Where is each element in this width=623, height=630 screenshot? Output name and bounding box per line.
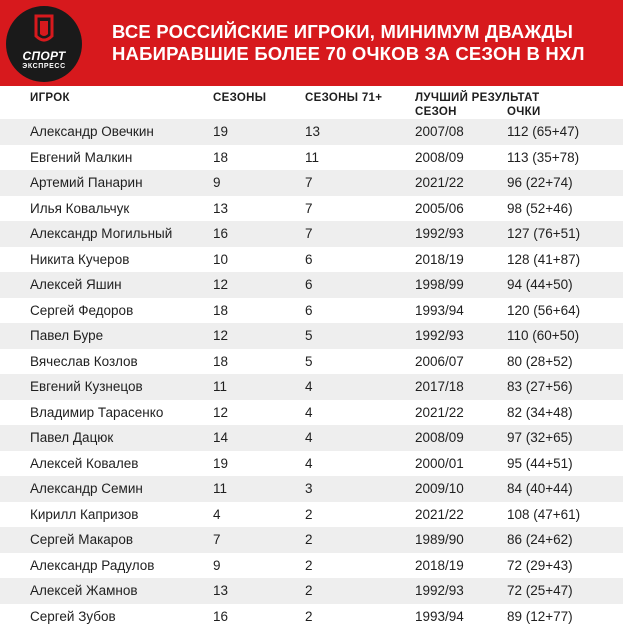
table-row <box>0 170 623 196</box>
best-season: 1989/90 <box>415 532 464 547</box>
best-season: 2006/07 <box>415 353 464 369</box>
seasons71-count: 13 <box>305 124 321 139</box>
best-season: 2018/19 <box>415 251 464 267</box>
table-row <box>0 145 623 171</box>
best-points: 72 (25+47) <box>507 583 573 598</box>
seasons-count: 10 <box>213 251 229 267</box>
title-line1: ВСЕ РОССИЙСКИЕ ИГРОКИ, МИНИМУМ ДВАЖДЫ <box>112 21 574 42</box>
best-season: 2009/10 <box>415 481 464 496</box>
table-row <box>0 221 623 247</box>
title-line2: НАБИРАВШИЕ БОЛЕЕ 70 ОЧКОВ ЗА СЕЗОН В НХЛ <box>112 43 585 64</box>
player-name: Сергей Федоров <box>30 302 134 318</box>
seasons71-count: 7 <box>305 200 313 216</box>
player-name: Евгений Малкин <box>30 149 133 165</box>
column-header-best: ЛУЧШИЙ РЕЗУЛЬТАТ <box>415 92 540 104</box>
table-row <box>0 578 623 604</box>
seasons-count: 12 <box>213 328 229 343</box>
best-points: 94 (44+50) <box>507 277 573 292</box>
table-row <box>0 196 623 222</box>
seasons71-count: 5 <box>305 328 313 343</box>
seasons-count: 12 <box>213 277 229 292</box>
seasons71-count: 3 <box>305 481 313 496</box>
seasons-count: 13 <box>213 583 229 598</box>
seasons71-count: 6 <box>305 251 313 267</box>
seasons71-count: 2 <box>305 506 313 522</box>
player-name: Артемий Панарин <box>30 175 143 190</box>
seasons71-count: 7 <box>305 175 313 190</box>
seasons-count: 16 <box>213 608 229 624</box>
table-row <box>0 400 623 426</box>
best-points: 86 (24+62) <box>507 532 573 547</box>
table-row <box>0 451 623 477</box>
player-name: Александр Овечкин <box>30 124 154 139</box>
best-season: 2000/01 <box>415 455 464 471</box>
player-name: Алексей Ковалев <box>30 455 139 471</box>
best-season: 1992/93 <box>415 583 464 598</box>
seasons-count: 7 <box>213 532 221 547</box>
table-row <box>0 247 623 273</box>
seasons71-count: 7 <box>305 226 313 241</box>
best-points: 112 (65+47) <box>507 124 580 139</box>
shield-icon <box>6 6 82 82</box>
players-table <box>0 119 623 629</box>
logo-line1: СПОРТ <box>22 49 66 63</box>
column-header-best-season: СЕЗОН <box>415 106 457 118</box>
player-name: Вячеслав Козлов <box>30 353 138 369</box>
table-row <box>0 527 623 553</box>
best-points: 80 (28+52) <box>507 353 573 369</box>
seasons71-count: 2 <box>305 583 313 598</box>
best-season: 2021/22 <box>415 175 464 190</box>
sport-express-logo <box>6 6 82 82</box>
column-header-seasons71: СЕЗОНЫ 71+ <box>305 92 383 104</box>
player-name: Кирилл Капризов <box>30 506 139 522</box>
seasons-count: 16 <box>213 226 229 241</box>
player-name: Никита Кучеров <box>30 251 130 267</box>
page-title <box>112 21 612 65</box>
best-season: 2021/22 <box>415 404 464 420</box>
best-points: 82 (34+48) <box>507 404 573 420</box>
table-row <box>0 349 623 375</box>
seasons71-count: 4 <box>305 455 313 471</box>
logo-line2: ЭКСПРЕСС <box>22 63 66 70</box>
seasons-count: 18 <box>213 302 229 318</box>
table-row <box>0 425 623 451</box>
best-points: 108 (47+61) <box>507 506 581 522</box>
best-season: 2008/09 <box>415 430 464 445</box>
player-name: Александр Радулов <box>30 557 155 573</box>
player-name: Сергей Зубов <box>30 608 116 624</box>
seasons-count: 19 <box>213 455 229 471</box>
table-row <box>0 553 623 579</box>
player-name: Алексей Яшин <box>30 277 122 292</box>
seasons-count: 9 <box>213 557 221 573</box>
seasons-count: 9 <box>213 175 221 190</box>
seasons71-count: 4 <box>305 379 313 394</box>
best-points: 120 (56+64) <box>507 302 581 318</box>
table-row <box>0 272 623 298</box>
best-season: 2005/06 <box>415 200 464 216</box>
best-points: 127 (76+51) <box>507 226 581 241</box>
best-points: 83 (27+56) <box>507 379 573 394</box>
best-points: 98 (52+46) <box>507 200 573 216</box>
seasons-count: 18 <box>213 353 229 369</box>
seasons-count: 11 <box>213 379 228 394</box>
seasons71-count: 2 <box>305 532 313 547</box>
player-name: Александр Семин <box>30 481 143 496</box>
seasons71-count: 6 <box>305 277 313 292</box>
best-season: 2021/22 <box>415 506 464 522</box>
player-name: Александр Могильный <box>30 226 173 241</box>
best-points: 84 (40+44) <box>507 481 573 496</box>
best-points: 96 (22+74) <box>507 175 573 190</box>
seasons-count: 19 <box>213 124 229 139</box>
player-name: Павел Буре <box>30 328 104 343</box>
best-season: 1992/93 <box>415 328 464 343</box>
best-points: 95 (44+51) <box>507 455 573 471</box>
column-header-best-points: ОЧКИ <box>507 106 541 118</box>
seasons-count: 13 <box>213 200 229 216</box>
table-row <box>0 323 623 349</box>
best-points: 97 (32+65) <box>507 430 573 445</box>
player-name: Евгений Кузнецов <box>30 379 143 394</box>
table-row <box>0 374 623 400</box>
player-name: Алексей Жамнов <box>30 583 138 598</box>
best-season: 1998/99 <box>415 277 464 292</box>
seasons71-count: 11 <box>305 149 320 165</box>
table-row <box>0 604 623 630</box>
best-season: 2018/19 <box>415 557 464 573</box>
best-points: 128 (41+87) <box>507 251 581 267</box>
seasons71-count: 2 <box>305 608 313 624</box>
best-season: 2017/18 <box>415 379 464 394</box>
best-points: 89 (12+77) <box>507 608 573 624</box>
best-points: 110 (60+50) <box>507 328 580 343</box>
seasons71-count: 5 <box>305 353 313 369</box>
best-season: 2008/09 <box>415 149 464 165</box>
player-name: Сергей Макаров <box>30 532 133 547</box>
seasons71-count: 2 <box>305 557 313 573</box>
best-season: 1993/94 <box>415 608 464 624</box>
seasons-count: 11 <box>213 481 228 496</box>
best-points: 113 (35+78) <box>507 149 580 165</box>
table-row <box>0 476 623 502</box>
seasons-count: 14 <box>213 430 229 445</box>
table-row <box>0 298 623 324</box>
table-row <box>0 119 623 145</box>
best-points: 72 (29+43) <box>507 557 573 573</box>
seasons71-count: 4 <box>305 430 313 445</box>
seasons71-count: 6 <box>305 302 313 318</box>
seasons-count: 18 <box>213 149 229 165</box>
best-season: 1993/94 <box>415 302 464 318</box>
table-row <box>0 502 623 528</box>
column-header-seasons: СЕЗОНЫ <box>213 92 267 104</box>
best-season: 1992/93 <box>415 226 464 241</box>
player-name: Владимир Тарасенко <box>30 404 164 420</box>
player-name: Павел Дацюк <box>30 430 114 445</box>
best-season: 2007/08 <box>415 124 464 139</box>
column-header-player: ИГРОК <box>30 92 70 104</box>
seasons-count: 12 <box>213 404 229 420</box>
player-name: Илья Ковальчук <box>30 200 130 216</box>
header-banner <box>0 0 623 86</box>
seasons-count: 4 <box>213 506 221 522</box>
seasons71-count: 4 <box>305 404 313 420</box>
